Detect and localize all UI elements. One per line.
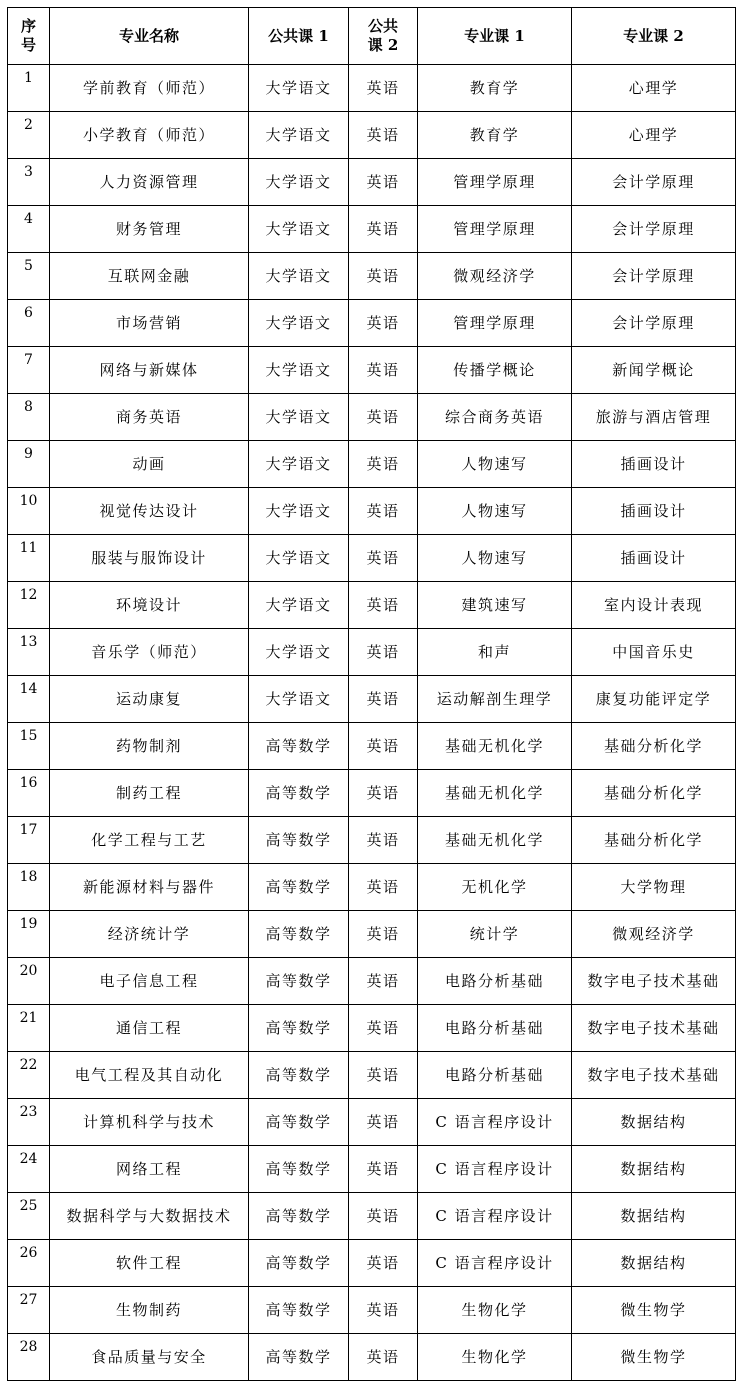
public-course-2: 英语	[349, 1287, 418, 1334]
major-name: 商务英语	[50, 394, 249, 441]
public-course-2: 英语	[349, 582, 418, 629]
row-index: 25	[8, 1193, 50, 1240]
public-course-1: 高等数学	[249, 1052, 349, 1099]
specialty-course-1: 电路分析基础	[418, 1052, 572, 1099]
row-index: 9	[8, 441, 50, 488]
row-index: 8	[8, 394, 50, 441]
header-index: 序 号	[8, 8, 50, 65]
specialty-course-1: 电路分析基础	[418, 1005, 572, 1052]
public-course-2: 英语	[349, 723, 418, 770]
public-course-2: 英语	[349, 911, 418, 958]
specialty-course-2: 中国音乐史	[572, 629, 736, 676]
specialty-course-2: 插画设计	[572, 535, 736, 582]
public-course-1: 大学语文	[249, 159, 349, 206]
row-index: 13	[8, 629, 50, 676]
major-name: 通信工程	[50, 1005, 249, 1052]
specialty-course-1: 生物化学	[418, 1287, 572, 1334]
public-course-1: 高等数学	[249, 1240, 349, 1287]
specialty-course-1: 无机化学	[418, 864, 572, 911]
header-public1: 公共课 1	[249, 8, 349, 65]
specialty-course-2: 基础分析化学	[572, 817, 736, 864]
major-name: 环境设计	[50, 582, 249, 629]
public-course-2: 英语	[349, 958, 418, 1005]
specialty-course-1: C 语言程序设计	[418, 1146, 572, 1193]
major-name: 财务管理	[50, 206, 249, 253]
table-row	[8, 864, 736, 911]
specialty-course-1: 电路分析基础	[418, 958, 572, 1005]
row-index: 1	[8, 65, 50, 112]
specialty-course-2: 微观经济学	[572, 911, 736, 958]
major-name: 互联网金融	[50, 253, 249, 300]
public-course-2: 英语	[349, 1146, 418, 1193]
row-index: 20	[8, 958, 50, 1005]
public-course-1: 高等数学	[249, 1193, 349, 1240]
table-row	[8, 535, 736, 582]
major-name: 电气工程及其自动化	[50, 1052, 249, 1099]
major-name: 新能源材料与器件	[50, 864, 249, 911]
table-header	[8, 8, 736, 65]
public-course-2: 英语	[349, 347, 418, 394]
specialty-course-1: 管理学原理	[418, 159, 572, 206]
table-row	[8, 1052, 736, 1099]
major-name: 市场营销	[50, 300, 249, 347]
specialty-course-2: 基础分析化学	[572, 723, 736, 770]
major-name: 音乐学（师范）	[50, 629, 249, 676]
major-name: 生物制药	[50, 1287, 249, 1334]
specialty-course-1: 人物速写	[418, 441, 572, 488]
table-row	[8, 441, 736, 488]
public-course-2: 英语	[349, 1005, 418, 1052]
public-course-2: 英语	[349, 817, 418, 864]
row-index: 11	[8, 535, 50, 582]
public-course-1: 大学语文	[249, 676, 349, 723]
table-row	[8, 159, 736, 206]
header-major: 专业名称	[50, 8, 249, 65]
specialty-course-1: 基础无机化学	[418, 770, 572, 817]
table-row	[8, 1146, 736, 1193]
row-index: 14	[8, 676, 50, 723]
major-name: 网络与新媒体	[50, 347, 249, 394]
table-row	[8, 958, 736, 1005]
table-body	[8, 65, 736, 1381]
table-row	[8, 488, 736, 535]
specialty-course-2: 数字电子技术基础	[572, 1005, 736, 1052]
specialty-course-1: 教育学	[418, 65, 572, 112]
public-course-1: 高等数学	[249, 1334, 349, 1381]
major-name: 学前教育（师范）	[50, 65, 249, 112]
row-index: 6	[8, 300, 50, 347]
public-course-1: 大学语文	[249, 206, 349, 253]
specialty-course-1: 基础无机化学	[418, 723, 572, 770]
table-row	[8, 1193, 736, 1240]
table-row	[8, 817, 736, 864]
row-index: 15	[8, 723, 50, 770]
specialty-course-1: 传播学概论	[418, 347, 572, 394]
public-course-1: 大学语文	[249, 300, 349, 347]
header-specialty1: 专业课 1	[418, 8, 572, 65]
public-course-1: 大学语文	[249, 253, 349, 300]
public-course-2: 英语	[349, 770, 418, 817]
specialty-course-2: 数字电子技术基础	[572, 1052, 736, 1099]
public-course-1: 大学语文	[249, 582, 349, 629]
table-row	[8, 347, 736, 394]
major-name: 数据科学与大数据技术	[50, 1193, 249, 1240]
specialty-course-2: 会计学原理	[572, 300, 736, 347]
public-course-1: 高等数学	[249, 958, 349, 1005]
specialty-course-2: 基础分析化学	[572, 770, 736, 817]
specialty-course-1: 基础无机化学	[418, 817, 572, 864]
row-index: 27	[8, 1287, 50, 1334]
major-name: 软件工程	[50, 1240, 249, 1287]
specialty-course-2: 数据结构	[572, 1099, 736, 1146]
table-row	[8, 911, 736, 958]
specialty-course-2: 会计学原理	[572, 206, 736, 253]
specialty-course-1: 建筑速写	[418, 582, 572, 629]
major-name: 服装与服饰设计	[50, 535, 249, 582]
row-index: 19	[8, 911, 50, 958]
specialty-course-2: 康复功能评定学	[572, 676, 736, 723]
public-course-2: 英语	[349, 159, 418, 206]
specialty-course-2: 微生物学	[572, 1334, 736, 1381]
public-course-1: 大学语文	[249, 535, 349, 582]
public-course-2: 英语	[349, 1193, 418, 1240]
public-course-1: 大学语文	[249, 347, 349, 394]
row-index: 3	[8, 159, 50, 206]
public-course-1: 高等数学	[249, 1287, 349, 1334]
table-row	[8, 1099, 736, 1146]
major-name: 视觉传达设计	[50, 488, 249, 535]
row-index: 23	[8, 1099, 50, 1146]
public-course-2: 英语	[349, 300, 418, 347]
specialty-course-2: 数据结构	[572, 1146, 736, 1193]
major-name: 药物制剂	[50, 723, 249, 770]
public-course-2: 英语	[349, 1099, 418, 1146]
public-course-2: 英语	[349, 1052, 418, 1099]
specialty-course-1: 综合商务英语	[418, 394, 572, 441]
table-row	[8, 300, 736, 347]
table-row	[8, 676, 736, 723]
table-row	[8, 1240, 736, 1287]
row-index: 7	[8, 347, 50, 394]
major-name: 运动康复	[50, 676, 249, 723]
major-name: 食品质量与安全	[50, 1334, 249, 1381]
major-name: 经济统计学	[50, 911, 249, 958]
row-index: 5	[8, 253, 50, 300]
public-course-1: 大学语文	[249, 394, 349, 441]
row-index: 12	[8, 582, 50, 629]
public-course-1: 大学语文	[249, 441, 349, 488]
table-row	[8, 582, 736, 629]
specialty-course-1: 教育学	[418, 112, 572, 159]
specialty-course-2: 室内设计表现	[572, 582, 736, 629]
public-course-2: 英语	[349, 206, 418, 253]
public-course-2: 英语	[349, 676, 418, 723]
specialty-course-2: 会计学原理	[572, 253, 736, 300]
major-name: 计算机科学与技术	[50, 1099, 249, 1146]
public-course-2: 英语	[349, 488, 418, 535]
specialty-course-1: C 语言程序设计	[418, 1240, 572, 1287]
public-course-2: 英语	[349, 253, 418, 300]
specialty-course-1: C 语言程序设计	[418, 1193, 572, 1240]
public-course-2: 英语	[349, 394, 418, 441]
table-row	[8, 629, 736, 676]
specialty-course-2: 数字电子技术基础	[572, 958, 736, 1005]
row-index: 4	[8, 206, 50, 253]
row-index: 17	[8, 817, 50, 864]
public-course-2: 英语	[349, 535, 418, 582]
row-index: 22	[8, 1052, 50, 1099]
major-name: 人力资源管理	[50, 159, 249, 206]
public-course-1: 大学语文	[249, 65, 349, 112]
row-index: 10	[8, 488, 50, 535]
public-course-1: 大学语文	[249, 488, 349, 535]
header-public2: 公共 课 2	[349, 8, 418, 65]
table-row	[8, 394, 736, 441]
specialty-course-1: 统计学	[418, 911, 572, 958]
major-name: 小学教育（师范）	[50, 112, 249, 159]
row-index: 26	[8, 1240, 50, 1287]
public-course-1: 高等数学	[249, 1005, 349, 1052]
major-name: 化学工程与工艺	[50, 817, 249, 864]
major-name: 制药工程	[50, 770, 249, 817]
public-course-2: 英语	[349, 629, 418, 676]
table-row	[8, 1005, 736, 1052]
specialty-course-1: 管理学原理	[418, 300, 572, 347]
public-course-1: 高等数学	[249, 723, 349, 770]
specialty-course-2: 心理学	[572, 112, 736, 159]
major-name: 动画	[50, 441, 249, 488]
public-course-1: 大学语文	[249, 112, 349, 159]
specialty-course-2: 心理学	[572, 65, 736, 112]
specialty-course-1: 生物化学	[418, 1334, 572, 1381]
public-course-1: 高等数学	[249, 864, 349, 911]
specialty-course-1: 和声	[418, 629, 572, 676]
row-index: 28	[8, 1334, 50, 1381]
table-row	[8, 1287, 736, 1334]
public-course-1: 大学语文	[249, 629, 349, 676]
public-course-1: 高等数学	[249, 770, 349, 817]
specialty-course-2: 旅游与酒店管理	[572, 394, 736, 441]
specialty-course-1: 人物速写	[418, 535, 572, 582]
specialty-course-2: 大学物理	[572, 864, 736, 911]
major-name: 电子信息工程	[50, 958, 249, 1005]
table-row	[8, 253, 736, 300]
public-course-2: 英语	[349, 112, 418, 159]
row-index: 18	[8, 864, 50, 911]
specialty-course-2: 数据结构	[572, 1193, 736, 1240]
specialty-course-1: 运动解剖生理学	[418, 676, 572, 723]
row-index: 24	[8, 1146, 50, 1193]
table-row	[8, 723, 736, 770]
public-course-1: 高等数学	[249, 911, 349, 958]
course-table	[7, 7, 736, 1381]
specialty-course-2: 插画设计	[572, 441, 736, 488]
public-course-2: 英语	[349, 1334, 418, 1381]
public-course-2: 英语	[349, 1240, 418, 1287]
row-index: 2	[8, 112, 50, 159]
specialty-course-2: 插画设计	[572, 488, 736, 535]
specialty-course-1: 微观经济学	[418, 253, 572, 300]
specialty-course-1: 人物速写	[418, 488, 572, 535]
specialty-course-2: 数据结构	[572, 1240, 736, 1287]
specialty-course-1: C 语言程序设计	[418, 1099, 572, 1146]
table-row	[8, 206, 736, 253]
specialty-course-1: 管理学原理	[418, 206, 572, 253]
public-course-2: 英语	[349, 864, 418, 911]
row-index: 21	[8, 1005, 50, 1052]
public-course-2: 英语	[349, 65, 418, 112]
specialty-course-2: 会计学原理	[572, 159, 736, 206]
public-course-1: 高等数学	[249, 1099, 349, 1146]
table-row	[8, 112, 736, 159]
public-course-1: 高等数学	[249, 1146, 349, 1193]
header-specialty2: 专业课 2	[572, 8, 736, 65]
specialty-course-2: 新闻学概论	[572, 347, 736, 394]
specialty-course-2: 微生物学	[572, 1287, 736, 1334]
public-course-2: 英语	[349, 441, 418, 488]
table-row	[8, 1334, 736, 1381]
table-row	[8, 65, 736, 112]
header-row	[8, 8, 736, 65]
public-course-1: 高等数学	[249, 817, 349, 864]
table-row	[8, 770, 736, 817]
row-index: 16	[8, 770, 50, 817]
major-name: 网络工程	[50, 1146, 249, 1193]
